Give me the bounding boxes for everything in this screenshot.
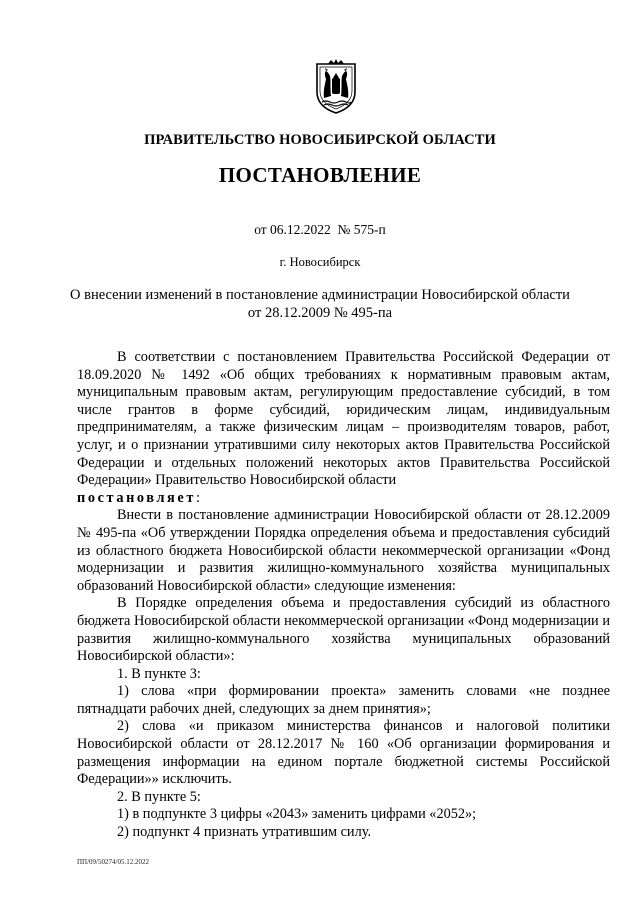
- resolves-colon: :: [195, 489, 200, 506]
- item-2-heading: 2. В пункте 5:: [117, 788, 201, 805]
- item-1-sub-2: 2) слова «и приказом министерства финансов и налоговой политики Новосибирской области от 28.12.2017 № 160 «Об организации формирования и размещения информации на едином портале бюджетной системы Российской Федерации»» исключить.: [77, 718, 610, 788]
- item-1-sub-1: 1) слова «при формировании проекта» заменить словами «не позднее пятнадцати рабочих дней, следующих за днем принятия»;: [77, 683, 610, 717]
- item-2-sub-2: 2) подпункт 4 признать утратившим силу.: [117, 824, 372, 841]
- city: г. Новосибирск: [279, 255, 361, 269]
- resolves-word: постановляет: [77, 489, 196, 506]
- date-and-number: от 06.12.2022 № 575-п: [254, 222, 386, 237]
- title-line-1: О внесении изменений в постановление администрации Новосибирской области: [70, 287, 570, 303]
- amend-paragraph: Внести в постановление администрации Новосибирской области от 28.12.2009 № 495-па «Об утверждении Порядка определения объема и предоставления субсидий из областного бюджета Новосибирской области некоммерческой организации «Фонд модернизации и развития жилищно-коммунального хозяйства муниципальных образований Новосибирской области» следующие изменения:: [77, 507, 610, 594]
- preamble-paragraph: В соответствии с постановлением Правительства Российской Федерации от 18.09.2020 № 1492 «Об общих требованиях к нормативным правовым актам, муниципальным правовым актам, регулирующим предоставление субсидий, в том числе грантов в форме субсидий, юридическим лицам, индивидуальным предпринимателям, а также физическим лицам – производителям товаров, работ, услуг, и о признании утратившими силу некоторых актов Правительства Российской Федерации и отдельных положений некоторых актов Правительства Российской Федерации» Правительство Новосибирской области: [77, 349, 610, 489]
- title-line-2: от 28.12.2009 № 495-па: [247, 305, 393, 321]
- document-type: ПОСТАНОВЛЕНИЕ: [218, 163, 422, 187]
- item-2-sub-1: 1) в подпункте 3 цифры «2043» заменить цифрами «2052»;: [117, 806, 477, 823]
- procedure-paragraph: В Порядке определения объема и предоставления субсидий из областного бюджета Новосибирской области некоммерческой организации «Фонд модернизации и развития жилищно-коммунального хозяйства муниципальных образований Новосибирской области»:: [77, 595, 610, 665]
- coat-of-arms-icon: [313, 58, 359, 114]
- document-code: ПП/09/50274/05.12.2022: [77, 858, 149, 866]
- document-title: [0, 286, 640, 322]
- resolves-line: [77, 490, 610, 508]
- item-1-heading: 1. В пункте 3:: [117, 665, 201, 682]
- document-body: [77, 349, 610, 842]
- organization-name: ПРАВИТЕЛЬСТВО НОВОСИБИРСКОЙ ОБЛАСТИ: [144, 132, 496, 148]
